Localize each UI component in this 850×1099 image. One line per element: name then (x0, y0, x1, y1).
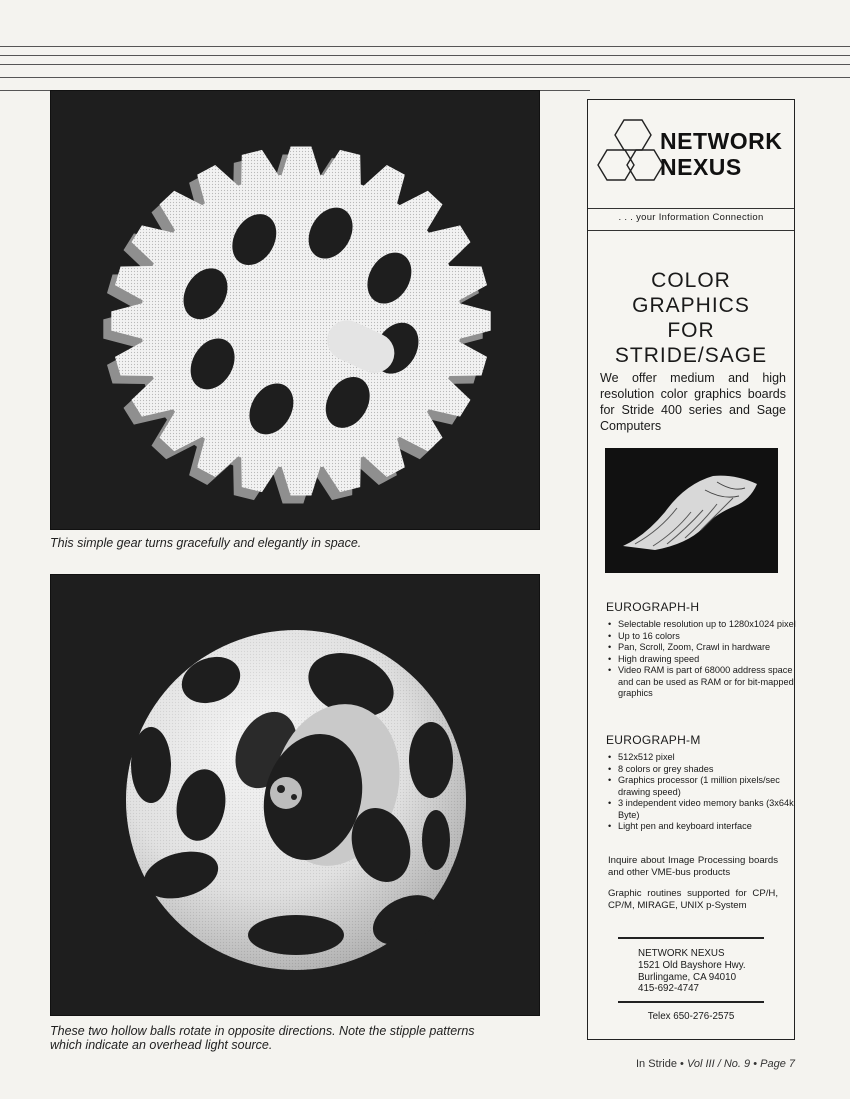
page-footer (636, 1058, 795, 1070)
gear-image (51, 91, 539, 529)
ad-intro: We offer medium and high resolution color graphics boards for Stride 400 series and Sage Computers (600, 371, 786, 433)
feature-item: • Up to 16 colors (618, 631, 798, 643)
eurograph-m-feature-list (604, 752, 798, 833)
ad-logo-text (660, 128, 782, 180)
hexagon-logo-icon (594, 116, 664, 196)
logo-line-1: NETWORK (660, 128, 783, 154)
headline-line-1: COLOR (651, 269, 731, 292)
address-line: 1521 Old Bayshore Hwy. (638, 959, 746, 971)
header-rule-3 (0, 64, 850, 65)
footer-issue: Vol III / No. 9 (686, 1058, 751, 1070)
address-line: NETWORK NEXUS (638, 948, 725, 959)
feature-item: • Graphics processor (1 million pixels/sec drawing speed) (618, 775, 798, 798)
balls-photo (50, 574, 540, 1016)
footer-publication: In Stride (636, 1058, 677, 1070)
address-bottom-rule (618, 1001, 764, 1003)
balls-caption-line-2: which indicate an overhead light source. (50, 1038, 273, 1052)
address-line: Burlingame, CA 94010 (638, 971, 737, 983)
header-rule-2 (0, 55, 850, 56)
bullet-icon: • (680, 1058, 687, 1070)
feature-item: • 8 colors or grey shades (618, 764, 798, 776)
network-nexus-ad (587, 99, 795, 1040)
feature-item: • Video RAM is part of 68000 address space and can be used as RAM or for bit-mapped graphics (618, 665, 798, 700)
feature-item: • Light pen and keyboard interface (618, 821, 798, 833)
ad-inquire-text: Inquire about Image Processing boards and other VME-bus products (608, 855, 778, 878)
gear-photo (50, 90, 540, 530)
address-top-rule (618, 937, 764, 939)
address-line: 415-692-4747 (638, 983, 700, 995)
balls-caption-line-1: These two hollow balls rotate in opposite directions. Note the stipple patterns (50, 1024, 475, 1038)
ad-telex: Telex 650-276-2575 (647, 1011, 735, 1022)
ad-logo-area (588, 100, 794, 209)
product-title-eurograph-h: EUROGRAPH-H (606, 600, 700, 614)
feature-item: • Pan, Scroll, Zoom, Crawl in hardware (618, 642, 798, 654)
logo-line-2: NEXUS (660, 154, 742, 180)
headline-line-4: STRIDE/SAGE (614, 344, 768, 367)
gear-caption: This simple gear turns gracefully and elegantly in space. (50, 536, 362, 550)
bullet-icon: • (753, 1058, 761, 1070)
eurograph-h-feature-list (604, 619, 798, 700)
terrain-graphic-image (605, 448, 778, 573)
product-title-eurograph-m: EUROGRAPH-M (606, 733, 701, 747)
feature-item: • High drawing speed (618, 654, 798, 666)
ad-routines-text: Graphic routines supported for CP/H, CP/M, MIRAGE, UNIX p-System (608, 888, 778, 911)
feature-item: • 3 independent video memory banks (3x64k Byte) (618, 798, 798, 821)
ad-tagline: . . . your Information Connection (588, 208, 794, 231)
headline-line-3: FOR (667, 319, 715, 342)
ad-address (638, 948, 746, 995)
header-rule-4 (0, 77, 850, 78)
feature-item: • Selectable resolution up to 1280x1024 pixel (618, 619, 798, 631)
header-rule-1 (0, 46, 850, 47)
footer-page-number: Page 7 (760, 1058, 795, 1070)
hollow-balls-image (51, 575, 539, 1015)
headline-line-2: GRAPHICS (632, 294, 750, 317)
feature-item: • 512x512 pixel (618, 752, 798, 764)
ad-headline (588, 268, 794, 368)
